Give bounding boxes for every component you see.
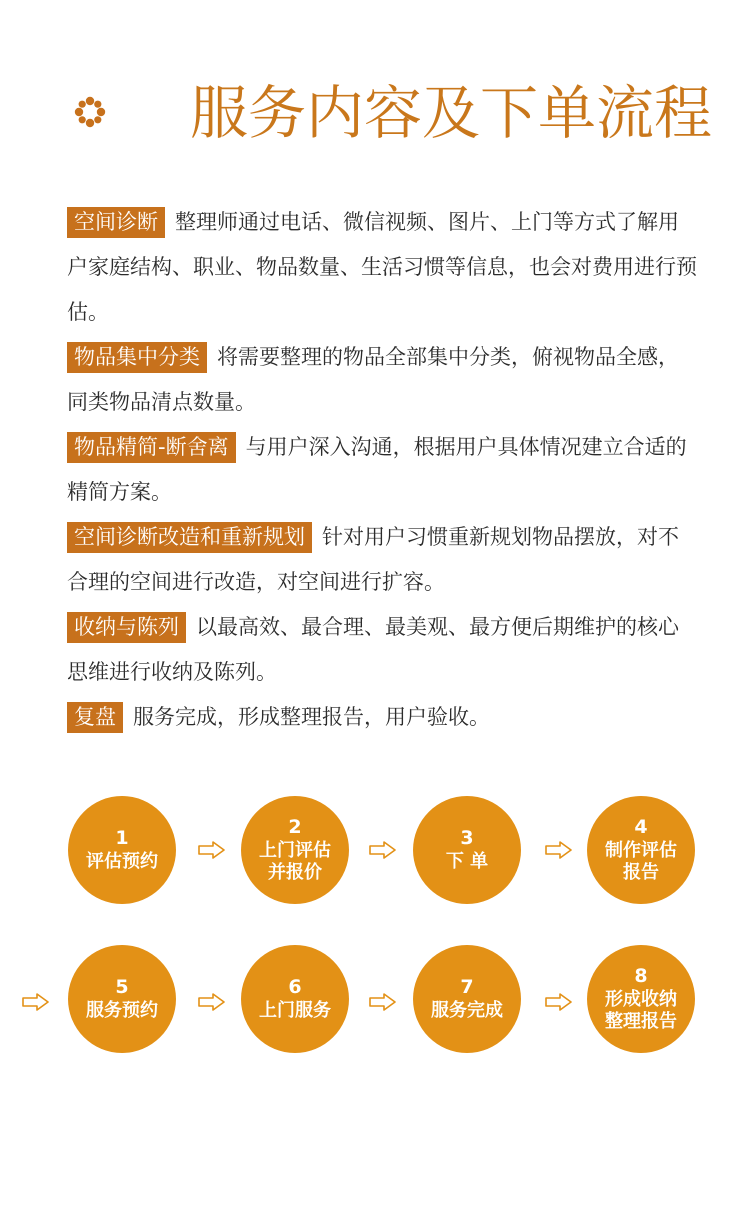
outline-arrow-right-icon xyxy=(198,841,226,859)
item-description: 针对用户习惯重新规划物品摆放，对不合理的空间进行改造，对空间进行扩容。 xyxy=(67,525,679,594)
process-step xyxy=(587,796,695,904)
page-title: 服务内容及下单流程 xyxy=(190,79,713,147)
step-label: 形成收纳 整理报告 xyxy=(605,989,677,1032)
step-label: 下 单 xyxy=(445,851,489,872)
outline-arrow-right-icon xyxy=(369,841,397,859)
list-item xyxy=(67,695,697,740)
outline-arrow-right-icon xyxy=(369,993,397,1011)
list-item xyxy=(67,200,697,335)
service-content-list xyxy=(67,200,697,740)
outline-arrow-right-icon xyxy=(545,993,573,1011)
header xyxy=(0,0,750,170)
step-number: 8 xyxy=(634,965,648,987)
step-label: 上门服务 xyxy=(259,1000,331,1021)
process-step xyxy=(413,945,521,1053)
step-label: 服务预约 xyxy=(86,1000,158,1021)
item-tag: 物品精简-断舍离 xyxy=(67,432,236,463)
item-tag: 空间诊断改造和重新规划 xyxy=(67,522,312,553)
step-number: 5 xyxy=(115,976,129,998)
process-step xyxy=(68,945,176,1053)
process-step xyxy=(241,945,349,1053)
step-number: 3 xyxy=(460,827,474,849)
list-item xyxy=(67,335,697,425)
item-description: 将需要整理的物品全部集中分类，俯视物品全感，同类物品清点数量。 xyxy=(67,345,679,414)
item-description: 整理师通过电话、微信视频、图片、上门等方式了解用户家庭结构、职业、物品数量、生活习惯等信息，也会对费用进行预估。 xyxy=(67,210,697,324)
process-step xyxy=(241,796,349,904)
step-label: 评估预约 xyxy=(86,851,158,872)
process-step xyxy=(413,796,521,904)
step-number: 7 xyxy=(460,976,474,998)
step-label: 上门评估 并报价 xyxy=(259,840,331,883)
outline-arrow-right-icon xyxy=(545,841,573,859)
step-number: 4 xyxy=(634,816,648,838)
step-number: 1 xyxy=(115,827,129,849)
item-tag: 收纳与陈列 xyxy=(67,612,186,643)
item-description: 与用户深入沟通，根据用户具体情况建立合适的精简方案。 xyxy=(67,435,687,504)
step-number: 2 xyxy=(288,816,302,838)
item-tag: 空间诊断 xyxy=(67,207,165,238)
item-description: 以最高效、最合理、最美观、最方便后期维护的核心思维进行收纳及陈列。 xyxy=(67,615,679,684)
step-label: 制作评估 报告 xyxy=(605,840,677,883)
process-step xyxy=(587,945,695,1053)
list-item xyxy=(67,425,697,515)
process-step xyxy=(68,796,176,904)
order-process-flow xyxy=(0,790,750,1070)
item-tag: 物品集中分类 xyxy=(67,342,207,373)
outline-arrow-right-icon xyxy=(198,993,226,1011)
flower-dots-icon xyxy=(74,96,106,128)
item-description: 服务完成，形成整理报告，用户验收。 xyxy=(133,705,490,729)
list-item xyxy=(67,515,697,605)
item-tag: 复盘 xyxy=(67,702,123,733)
step-number: 6 xyxy=(288,976,302,998)
list-item xyxy=(67,605,697,695)
outline-arrow-right-icon xyxy=(22,993,50,1011)
step-label: 服务完成 xyxy=(431,1000,503,1021)
